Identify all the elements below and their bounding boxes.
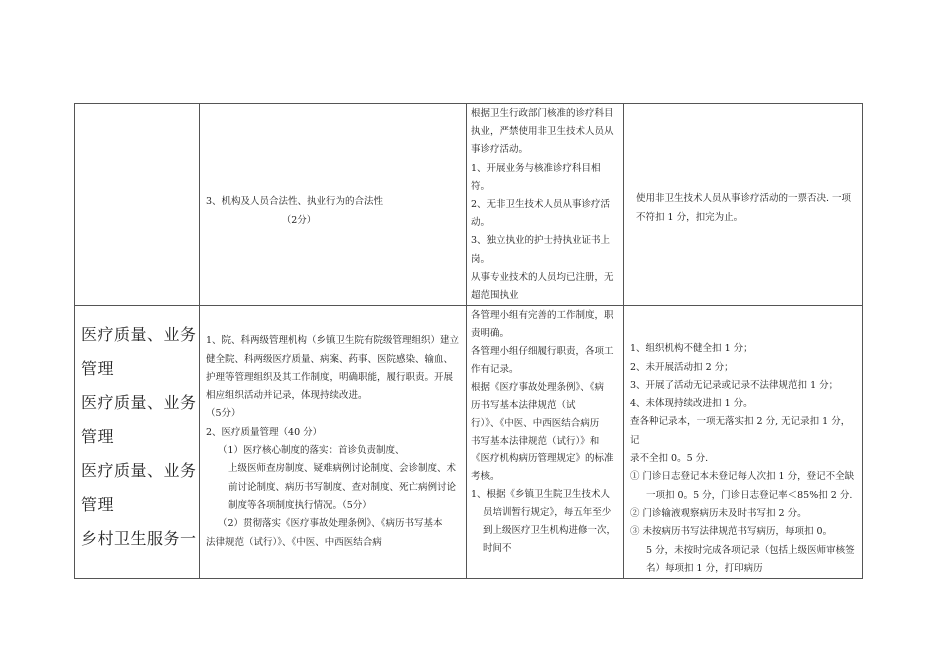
standard-line: 书写基本法律规范（试行）》和	[471, 435, 600, 447]
standard-line: 从事专业技术的人员均已注册，无	[471, 271, 614, 283]
deduction-line: 3、开展了活动无记录或记录不法律规范扣 1 分；	[630, 379, 839, 391]
item-text: 3、机构及人员合法性、执业行为的合法性	[206, 196, 384, 207]
deduction-line: 录不全扣 0。5 分.	[630, 453, 709, 465]
standard-line: 3、独立执业的护士持执业证书上	[471, 235, 611, 247]
deduction-line: 查各种记录本，一项无落实扣 2 分, 无记录扣 1 分，记	[630, 416, 851, 446]
deduction-line: 5 分，未按时完成各项记录（包括上级医师审核签	[646, 544, 855, 556]
deduction-line: ③ 未按病历书写法律规范书写病历，每项扣 0。	[630, 526, 833, 538]
standard-line: 超范围执业	[471, 290, 519, 302]
item-line: （2）贯彻落实《医疗事故处理条例》、《病历书写基本	[218, 518, 443, 530]
standard-line: 到上级医疗卫生机构进修一次，	[483, 525, 617, 537]
standard-line: 员培训暂行规定》，每五年至少	[483, 507, 612, 519]
deduction-cell	[624, 104, 863, 306]
category-line: 医疗质量、业务	[81, 393, 197, 413]
standard-line: 1、开展业务与核准诊疗科目相	[471, 162, 601, 174]
deduction-line: ① 门诊日志登记本未登记每人次扣 1 分，登记不全缺	[630, 471, 855, 483]
category-cell	[75, 306, 200, 579]
standard-line: 1、根据《乡镇卫生院卫生技术人	[471, 489, 611, 501]
deduction-line: 使用非卫生技术人员从事诊疗活动的一票否决. 一项	[636, 193, 852, 204]
standard-line: 根据卫生行政部门核准的诊疗科目	[471, 108, 614, 119]
item-line: （5分）	[206, 408, 241, 420]
deduction-line: 1、组织机构不健全扣 1 分；	[630, 343, 753, 355]
table-row	[75, 306, 863, 579]
item-line: （1）医疗核心制度的落实：首诊负责制度、	[218, 445, 405, 457]
standard-line: 各管理小组仔细履行职责，各项工	[471, 346, 614, 358]
standard-line: 事诊疗活动。	[471, 144, 529, 156]
item-line: 健全院、科两级医疗质量、病案、药事、医院感染、输血、	[206, 353, 454, 365]
item-cell	[200, 104, 467, 306]
table-row	[75, 104, 863, 306]
deduction-cell	[624, 306, 863, 579]
deduction-line: 名）每项扣 1 分，打印病历	[646, 562, 763, 574]
category-line: 医疗质量、业务	[81, 461, 197, 481]
standard-line: 动。	[471, 217, 491, 229]
item-line: 上级医师查房制度、疑难病例讨论制度、会诊制度、术	[228, 463, 457, 475]
category-cell	[75, 104, 200, 306]
standard-line: 作有记录。	[471, 363, 519, 375]
standard-line: 根据《医疗事故处理条例》、《病	[471, 381, 605, 393]
standard-line: 岗。	[471, 253, 491, 265]
item-score: （2分）	[281, 214, 317, 226]
item-line: 2、医疗质量管理（40 分）	[206, 426, 323, 438]
deduction-line: 4、未体现持续改进扣 1 分。	[630, 398, 753, 410]
category-line: 医疗质量、业务	[81, 325, 197, 345]
standard-line: 责明确。	[471, 328, 510, 340]
item-line: 护理等管理组织及其工作制度，明确职能，履行职责。开展	[206, 371, 454, 383]
standard-line: 各管理小组有完善的工作制度，职	[471, 310, 614, 322]
assessment-table	[74, 103, 863, 579]
item-cell	[200, 306, 467, 579]
deduction-line: 一项扣 0。5 分，门诊日志登记率＜85%扣 2 分.	[646, 489, 853, 501]
category-line: 管理	[81, 359, 115, 379]
standard-line: 执业，严禁使用非卫生技术人员从	[471, 126, 614, 138]
standard-line: 《医疗机构病历管理规定》的标准	[471, 453, 614, 465]
standard-line: 考核。	[471, 471, 500, 483]
standard-line: 符。	[471, 180, 491, 192]
category-line: 管理	[81, 495, 115, 515]
deduction-line: ② 门诊输液观察病历未及时书写扣 2 分。	[630, 507, 807, 519]
item-line: 制度等各项制度执行情况。（5分）	[228, 499, 372, 511]
standard-line: 时间不	[483, 543, 512, 555]
category-line: 管理	[81, 427, 115, 447]
standard-line: 2、无非卫生技术人员从事诊疗活	[471, 199, 611, 211]
item-line: 前讨论制度、病历书写制度、查对制度、死亡病例讨论	[228, 481, 457, 493]
item-line: 1、院、科两级管理机构（乡镇卫生院有院级管理组织）建立	[206, 335, 460, 347]
deduction-line: 2、未开展活动扣 2 分；	[630, 361, 734, 373]
standard-cell	[467, 104, 624, 306]
category-line: 乡村卫生服务一	[81, 529, 197, 549]
deduction-line: 不符扣 1 分，扣完为止。	[636, 211, 744, 223]
standard-line: 历书写基本法律规范（试	[471, 399, 576, 411]
standard-line: 行）》、《中医、中西医结合病历	[471, 417, 600, 429]
standard-cell	[467, 306, 624, 579]
item-line: 相应组织活动并记录，体现持续改进。	[206, 390, 368, 402]
item-line: 法律规范（试行）》、《中医、中西医结合病	[206, 536, 382, 548]
